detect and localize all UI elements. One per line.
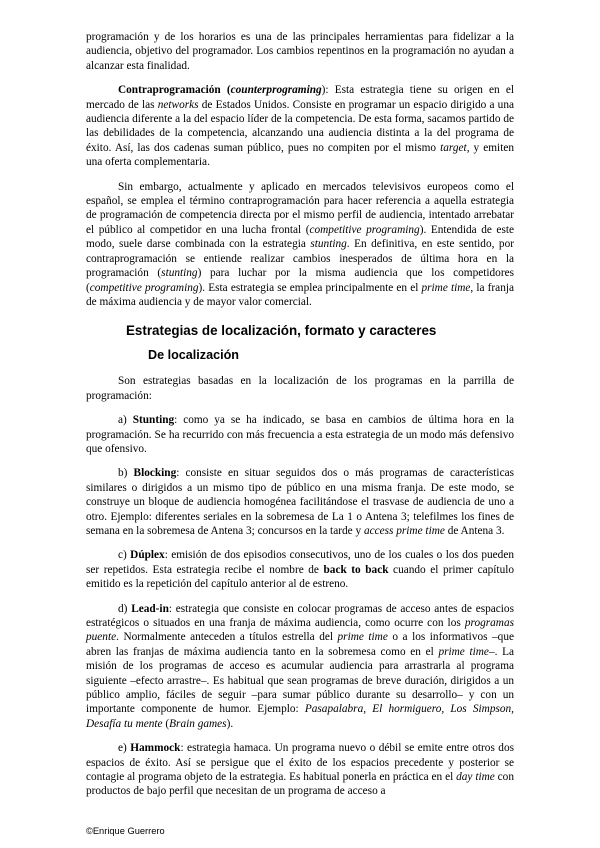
subsection-heading: De localización: [148, 348, 239, 363]
paragraph-sin-embargo: Sin embargo, actualmente y aplicado en mercados televisivos europeos como el español, se emplea el término contraprogramación para hacer referencia a aquella estrategia de programación de competencia directa por el mismo perfil de audiencia, intentado arrebatar el público al competidor en una lucha frontal (competitive programing). Entendida de este modo, suele darse combinada con la estrategia stunting. En definitiva, en este sentido, por contraprogramación se entiende realizar cambios inesperados de última hora en la programación (stunting) para luchar por la misma audiencia que los competidores (competitive programing). Esta estrategia se emplea principalmente en el prime time, la franja de máxima audiencia y de mayor valor comercial.: [86, 180, 514, 308]
item-duplex: c) Dúplex: emisión de dos episodios consecutivos, uno de los cuales o los dos pueden ser repetidos. Esta estrategia recibe el nombre de back to back cuando el primer capítulo emitido es la repetición del capítulo anterior al de estreno.: [86, 549, 515, 591]
item-lead-in: d) Lead-in: estrategia que consiste en colocar programas de acceso antes de espacios estratégicos o situados en una franja de máxima audiencia, como ocurre con los programas puente. Normalmente anteceden a títulos estrella del prime time o a los informativos –que abren las franjas de máxima audiencia tanto en la sobremesa como en el prime time–. La misión de los programas de acceso es acumular audiencia para arrastrarla al programa siguiente –efecto arrastre–. Es habitual que sean programas de breve duración, dirigidos a un público amplio, fáciles de seguir –para sumar público durante su desarrollo– y con un importante componente de humor. Ejemplo: Pasapalabra, El hormiguero, Los Simpson, Desafía tu mente (Brain games).: [86, 602, 514, 730]
item-stunting: a) Stunting: como ya se ha indicado, se basa en cambios de última hora en la programación. Se ha recurrido con más frecuencia a esta estrategia de un modo más defensivo que ofensivo.: [86, 414, 514, 455]
paragraph-continuation: programación y de los horarios es una de las principales herramientas para fidelizar a la audiencia, objetivo del programador. Los cambios repentinos en la programación no ayudan a alcanzar esta finalidad.: [86, 31, 514, 72]
item-hammock: e) Hammock: estrategia hamaca. Un programa nuevo o débil se emite entre otros dos espacios de éxito. Así se persigue que el éxito de los espacios precedente y posterior se contagie al programa objeto de la estrategia. Es habitual ponerla en práctica en el day time con productos de bajo perfil que necesitan de un programa de acceso a: [86, 742, 514, 798]
paragraph-contraprogramacion: Contraprogramación (counterprograming): Esta estrategia tiene su origen en el mercado de las networks de Estados Unidos. Consiste en programar un espacio dirigido a una audiencia diferente a la del espacio líder de la competencia. De esta forma, sacamos partido de las debilidades de la competencia, alcanzando una audiencia distinta a la del programa de éxito. Así, las dos cadenas suman público, pues no compiten por el mismo target, y emiten una oferta complementaria.: [86, 84, 515, 169]
section-heading: Estrategias de localización, formato y caracteres: [126, 323, 437, 339]
document-page: [86, 30, 514, 809]
footer-copyright: ©Enrique Guerrero: [86, 826, 165, 836]
item-blocking: b) Blocking: consiste en situar seguidos dos o más programas de características similares o dirigidos a un mismo tipo de público en una misma franja. De este modo, se construye un bloque de audiencia homogénea facilitándose el trasvase de audiencia de uno a otro. Ejemplo: diferentes seriales en la sobremesa de La 1 o Antena 3; telefilmes los fines de semana en la sobremesa de Antena 3; concursos en la tarde y access prime time de Antena 3.: [86, 467, 514, 537]
paragraph-intro: Son estrategias basadas en la localización de los programas en la parrilla de programación:: [86, 375, 514, 402]
